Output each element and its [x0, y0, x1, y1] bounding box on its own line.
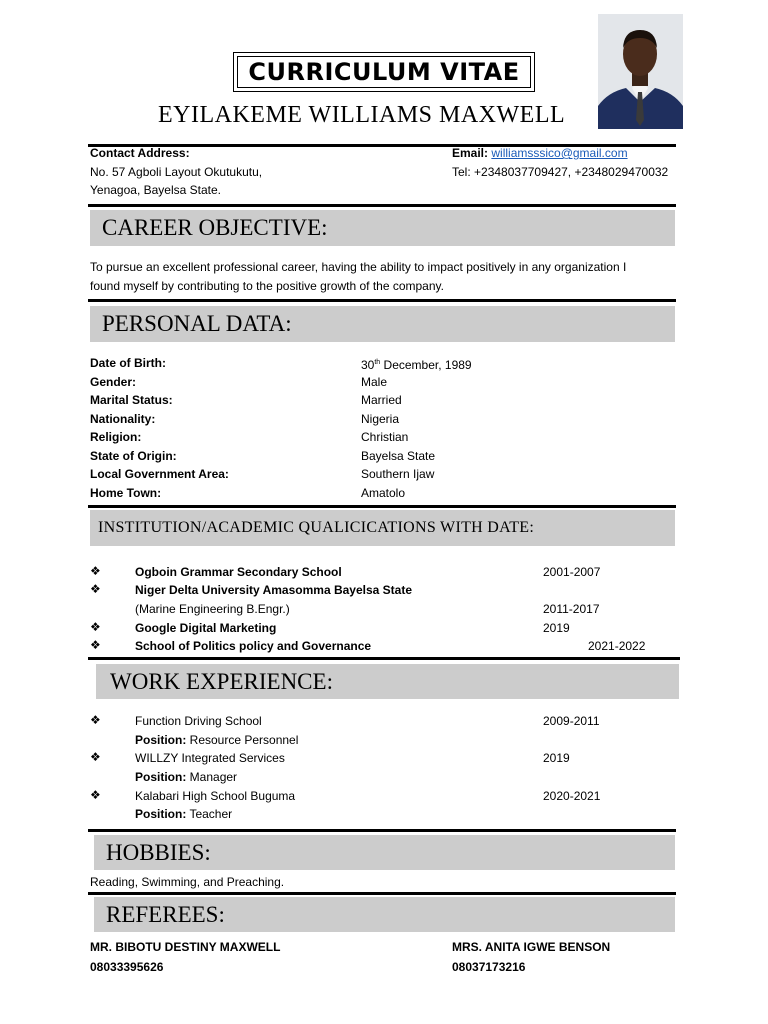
work-company: WILLZY Integrated Services: [135, 751, 285, 765]
personal-label: Religion:: [90, 430, 142, 444]
personal-value: Married: [361, 393, 402, 407]
work-position: [135, 805, 232, 824]
personal-label: State of Origin:: [90, 449, 177, 463]
referee-name: MR. BIBOTU DESTINY MAXWELL: [90, 940, 281, 954]
profile-photo: [598, 14, 683, 129]
diamond-bullet-icon: ❖: [90, 788, 101, 802]
work-position: [135, 731, 298, 750]
referees-divider: [88, 892, 676, 895]
education-date: 2019: [543, 621, 570, 635]
education-heading: INSTITUTION/ACADEMIC QUALICICATIONS WITH DATE:: [90, 510, 675, 546]
work-company: Kalabari High School Buguma: [135, 789, 296, 803]
personal-data-heading: PERSONAL DATA:: [90, 306, 675, 342]
dob-month-year: December, 1989: [380, 358, 472, 372]
position-label: Position:: [135, 807, 187, 821]
hobbies-divider: [88, 829, 676, 832]
referee-phone: 08037173216: [452, 960, 526, 974]
position-label: Position:: [135, 733, 187, 747]
education-name: School of Politics policy and Governance: [135, 639, 372, 653]
education-date: 2021-2022: [588, 639, 646, 653]
personal-value: Bayelsa State: [361, 449, 436, 463]
personal-value: [361, 354, 472, 375]
personal-label: Gender:: [90, 375, 137, 389]
education-date: 2011-2017: [543, 602, 600, 616]
career-line-1: To pursue an excellent professional career, having the ability to impact positively in any organization I: [90, 260, 627, 274]
education-date: 2001-2007: [543, 565, 601, 579]
candidate-name: EYILAKEME WILLIAMS MAXWELL: [158, 102, 566, 128]
personal-value: Amatolo: [361, 486, 406, 500]
position-value: Teacher: [189, 807, 233, 821]
personal-label: Local Government Area:: [90, 467, 229, 481]
personal-label: Nationality:: [90, 412, 156, 426]
diamond-bullet-icon: ❖: [90, 638, 101, 652]
email-label: Email:: [452, 146, 489, 160]
referee-name: MRS. ANITA IGWE BENSON: [452, 940, 611, 954]
diamond-bullet-icon: ❖: [90, 713, 101, 727]
career-objective-text: [90, 258, 680, 296]
dob-suffix: th: [374, 359, 381, 366]
work-date: 2020-2021: [543, 789, 601, 803]
career-divider: [88, 204, 676, 207]
personal-label: Date of Birth:: [90, 356, 166, 370]
dob-day: 30: [361, 358, 375, 372]
work-divider: [88, 657, 680, 660]
diamond-bullet-icon: ❖: [90, 582, 101, 596]
referees-heading: REFEREES:: [94, 897, 675, 932]
email-link[interactable]: williamsssico@gmail.com: [491, 146, 628, 160]
diamond-bullet-icon: ❖: [90, 750, 101, 764]
cv-title-box: [233, 52, 535, 92]
tel-label: Tel:: [452, 165, 471, 179]
diamond-bullet-icon: ❖: [90, 564, 101, 578]
position-value: Manager: [189, 770, 238, 784]
personal-value: Christian: [361, 430, 409, 444]
education-name: Niger Delta University Amasomma Bayelsa State: [135, 583, 413, 597]
hobbies-text: Reading, Swimming, and Preaching.: [90, 875, 285, 889]
career-objective-heading: CAREER OBJECTIVE:: [90, 210, 675, 246]
personal-value: Nigeria: [361, 412, 400, 426]
work-company: Function Driving School: [135, 714, 262, 728]
position-value: Resource Personnel: [189, 733, 299, 747]
tel-row: [452, 163, 668, 182]
tel-value: +2348037709427, +2348029470032: [474, 165, 669, 179]
personal-divider: [88, 299, 676, 302]
personal-value: Male: [361, 375, 388, 389]
address-label: Contact Address:: [90, 146, 190, 160]
diamond-bullet-icon: ❖: [90, 620, 101, 634]
work-experience-heading: WORK EXPERIENCE:: [96, 664, 679, 699]
work-position: [135, 768, 237, 787]
address-line-1: No. 57 Agboli Layout Okutukutu,: [90, 165, 263, 179]
portrait-image: [598, 14, 683, 129]
personal-value: Southern Ijaw: [361, 467, 435, 481]
personal-label: Marital Status:: [90, 393, 173, 407]
position-label: Position:: [135, 770, 187, 784]
work-date: 2019: [543, 751, 570, 765]
career-line-2: found myself by contributing to the positive growth of the company.: [90, 279, 444, 293]
personal-label: Home Town:: [90, 486, 162, 500]
education-divider: [88, 505, 676, 508]
work-date: 2009-2011: [543, 714, 600, 728]
address-line-2: Yenagoa, Bayelsa State.: [90, 183, 221, 197]
education-name: Google Digital Marketing: [135, 621, 277, 635]
hobbies-heading: HOBBIES:: [94, 835, 675, 870]
email-row: [452, 144, 628, 163]
referee-phone: 08033395626: [90, 960, 164, 974]
education-name: Ogboin Grammar Secondary School: [135, 565, 342, 579]
document-title: CURRICULUM VITAE: [237, 56, 531, 88]
education-sub: (Marine Engineering B.Engr.): [135, 602, 290, 616]
